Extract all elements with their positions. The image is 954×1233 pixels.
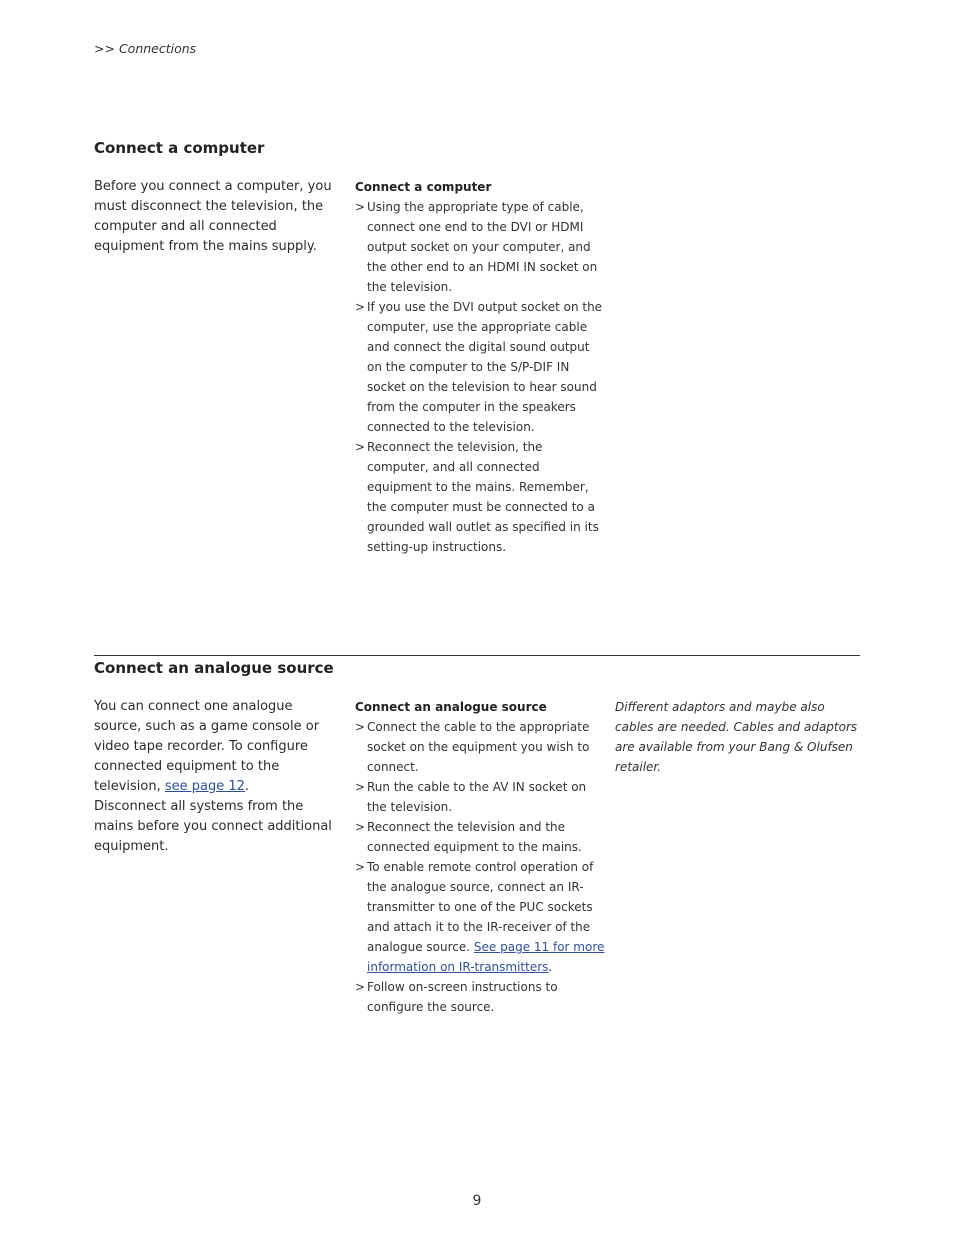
analogue-step-text: Run the cable to the AV IN socket on the television. <box>367 780 587 814</box>
analogue-disconnect-text: Disconnect all systems from the mains before you connect additional equipment. <box>94 799 332 854</box>
analogue-intro <box>94 697 339 797</box>
computer-step <box>355 197 605 297</box>
analogue-step-text: Follow on-screen instructions to configure the source. <box>367 980 558 1014</box>
analogue-step <box>355 777 605 817</box>
section-heading-connect-computer: Connect a computer <box>94 139 265 157</box>
computer-step <box>355 437 605 557</box>
see-page-11-link[interactable]: See page 11 for more information on IR-transmitters <box>367 940 605 974</box>
analogue-step <box>355 717 605 777</box>
step-marker: > <box>355 860 366 874</box>
see-page-12-link[interactable]: see page 12 <box>164 779 245 794</box>
analogue-intro-text: You can connect one analogue source, such as a game console or video tape recorder. To configure connected equipment to the television, <box>94 699 320 794</box>
analogue-instructions <box>355 697 605 1017</box>
computer-step-text: Using the appropriate type of cable, connect one end to the DVI or HDMI output socket on your computer, and the other end to an HDMI IN socket on the television. <box>367 200 598 294</box>
link-period: . <box>548 960 553 974</box>
analogue-step <box>355 857 605 977</box>
step-marker: > <box>355 980 366 994</box>
step-marker: > <box>355 820 366 834</box>
analogue-instructions-title: Connect an analogue source <box>355 700 547 714</box>
step-marker: > <box>355 200 366 214</box>
step-marker: > <box>355 300 366 314</box>
step-marker: > <box>355 780 366 794</box>
analogue-step <box>355 817 605 857</box>
computer-step <box>355 297 605 437</box>
section-heading-connect-analogue: Connect an analogue source <box>94 659 334 677</box>
analogue-intro-period: . <box>244 779 250 794</box>
computer-instructions <box>355 177 605 557</box>
page-number: 9 <box>472 1193 482 1209</box>
computer-instructions-title: Connect a computer <box>355 180 492 194</box>
analogue-step-text: Connect the cable to the appropriate socket on the equipment you wish to connect. <box>367 720 590 774</box>
breadcrumb <box>94 41 196 56</box>
adaptor-note: Different adaptors and maybe also cables are needed. Cables and adaptors are available from your Bang & Olufsen retailer. <box>615 700 858 774</box>
breadcrumb-prefix: >> <box>94 41 115 56</box>
analogue-step-text: Reconnect the television and the connected equipment to the mains. <box>367 820 582 854</box>
computer-step-text: If you use the DVI output socket on the computer, use the appropriate cable and connect the digital sound output on the computer to the S/P-DIF IN socket on the television to hear sound from the computer in the speakers connected to the television. <box>367 300 603 434</box>
breadcrumb-label: Connections <box>118 41 197 56</box>
step-marker: > <box>355 720 366 734</box>
computer-intro-text: Before you connect a computer, you must disconnect the television, the computer and all connected equipment from the mains supply. <box>94 179 332 254</box>
section-divider <box>94 655 860 656</box>
computer-step-text: Reconnect the television, the computer, and all connected equipment to the mains. Remember, the computer must be connected to a grounded wall outlet as specified in its setting-up instructions. <box>367 440 599 554</box>
analogue-step-text: To enable remote control operation of the analogue source, connect an IR-transmitter to one of the PUC sockets and attach it to the IR-receiver of the analogue source. <box>367 860 594 954</box>
analogue-step <box>355 977 605 1017</box>
step-marker: > <box>355 440 366 454</box>
